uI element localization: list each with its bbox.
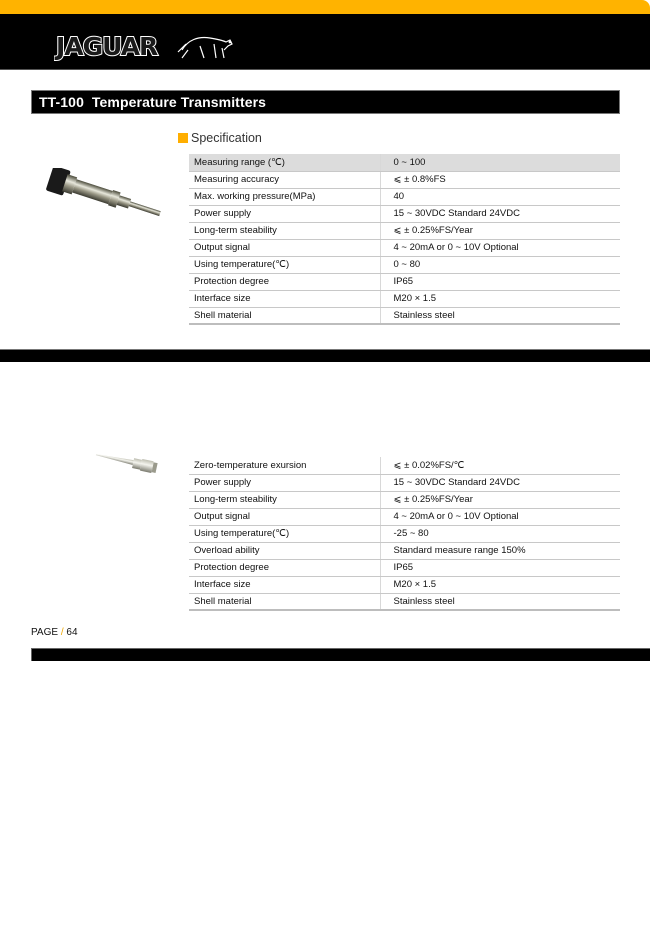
footer-band: [31, 648, 650, 661]
spec-value: M20 × 1.5: [380, 290, 620, 307]
spec-key: Protection degree: [189, 273, 380, 290]
page-slash: /: [60, 627, 64, 638]
table-row: [189, 171, 620, 188]
spec-value: ⩽ ± 0.25%FS/Year: [380, 491, 620, 508]
spec-value: ⩽ ± 0.02%FS/℃: [380, 457, 620, 474]
spec-value: 15 ~ 30VDC Standard 24VDC: [380, 474, 620, 491]
table-row: [189, 491, 620, 508]
logo-wordmark: JAGUAR: [56, 32, 158, 61]
spec-value: -25 ~ 80: [380, 525, 620, 542]
table-row: [189, 474, 620, 491]
page-number: 64: [66, 627, 78, 638]
table-row: [189, 525, 620, 542]
table-row: [189, 205, 620, 222]
spec-key: Overload ability: [189, 542, 380, 559]
product-title-bar: [31, 90, 620, 114]
top-accent-stripe: [0, 0, 650, 14]
table-row: [189, 593, 620, 610]
table-row: [189, 457, 620, 474]
spec-key: Interface size: [189, 290, 380, 307]
spec-value: 15 ~ 30VDC Standard 24VDC: [380, 205, 620, 222]
page-prefix: PAGE: [31, 627, 59, 638]
spec-key: Max. working pressure(MPa): [189, 188, 380, 205]
spec-key: Shell material: [189, 307, 380, 324]
spec-value: 0 ~ 80: [380, 256, 620, 273]
page-number-label: [31, 627, 78, 638]
spec-key: Protection degree: [189, 559, 380, 576]
spec-value: Stainless steel: [380, 307, 620, 324]
spec-key: Long-term steability: [189, 491, 380, 508]
orange-square-bullet-icon: [178, 133, 188, 143]
table-row: [189, 559, 620, 576]
table-row: [189, 307, 620, 324]
table-row: [189, 542, 620, 559]
table-row: [189, 290, 620, 307]
page-title: TT-100 Temperature Transmitters: [39, 94, 267, 110]
spec-key: Long-term steability: [189, 222, 380, 239]
spec-key: Output signal: [189, 239, 380, 256]
jaguar-logo: [54, 28, 244, 64]
spec-value: 40: [380, 188, 620, 205]
table-row: [189, 273, 620, 290]
probe-product-image: [93, 452, 163, 474]
table-row: [189, 188, 620, 205]
spec-key: Shell material: [189, 593, 380, 610]
specification-label: Specification: [191, 131, 262, 145]
table-row: [189, 239, 620, 256]
spec-value: 4 ~ 20mA or 0 ~ 10V Optional: [380, 239, 620, 256]
spec-key: Power supply: [189, 205, 380, 222]
spec-value: IP65: [380, 273, 620, 290]
spec-key: Power supply: [189, 474, 380, 491]
spec-key: Measuring accuracy: [189, 171, 380, 188]
spec-value: ⩽ ± 0.25%FS/Year: [380, 222, 620, 239]
spec-key: Zero-temperature exursion: [189, 457, 380, 474]
spec-key: Using temperature(℃): [189, 256, 380, 273]
spec-key: Output signal: [189, 508, 380, 525]
section-divider-band: [0, 349, 650, 362]
table-row: [189, 222, 620, 239]
spec-value: M20 × 1.5: [380, 576, 620, 593]
spec-key: Interface size: [189, 576, 380, 593]
spec-value: Standard measure range 150%: [380, 542, 620, 559]
table-row: [189, 508, 620, 525]
specification-table-1: [189, 154, 620, 325]
specification-heading: [178, 131, 262, 145]
table-row: [189, 154, 620, 171]
spec-value: ⩽ ± 0.8%FS: [380, 171, 620, 188]
specification-table-2: [189, 457, 620, 611]
transmitter-product-image: [38, 168, 166, 228]
jaguar-icon: [178, 38, 232, 59]
spec-value: 0 ~ 100: [380, 154, 620, 171]
spec-key: Measuring range (℃): [189, 154, 380, 171]
spec-value: IP65: [380, 559, 620, 576]
table-row: [189, 576, 620, 593]
table-row: [189, 256, 620, 273]
spec-key: Using temperature(℃): [189, 525, 380, 542]
spec-value: 4 ~ 20mA or 0 ~ 10V Optional: [380, 508, 620, 525]
spec-value: Stainless steel: [380, 593, 620, 610]
